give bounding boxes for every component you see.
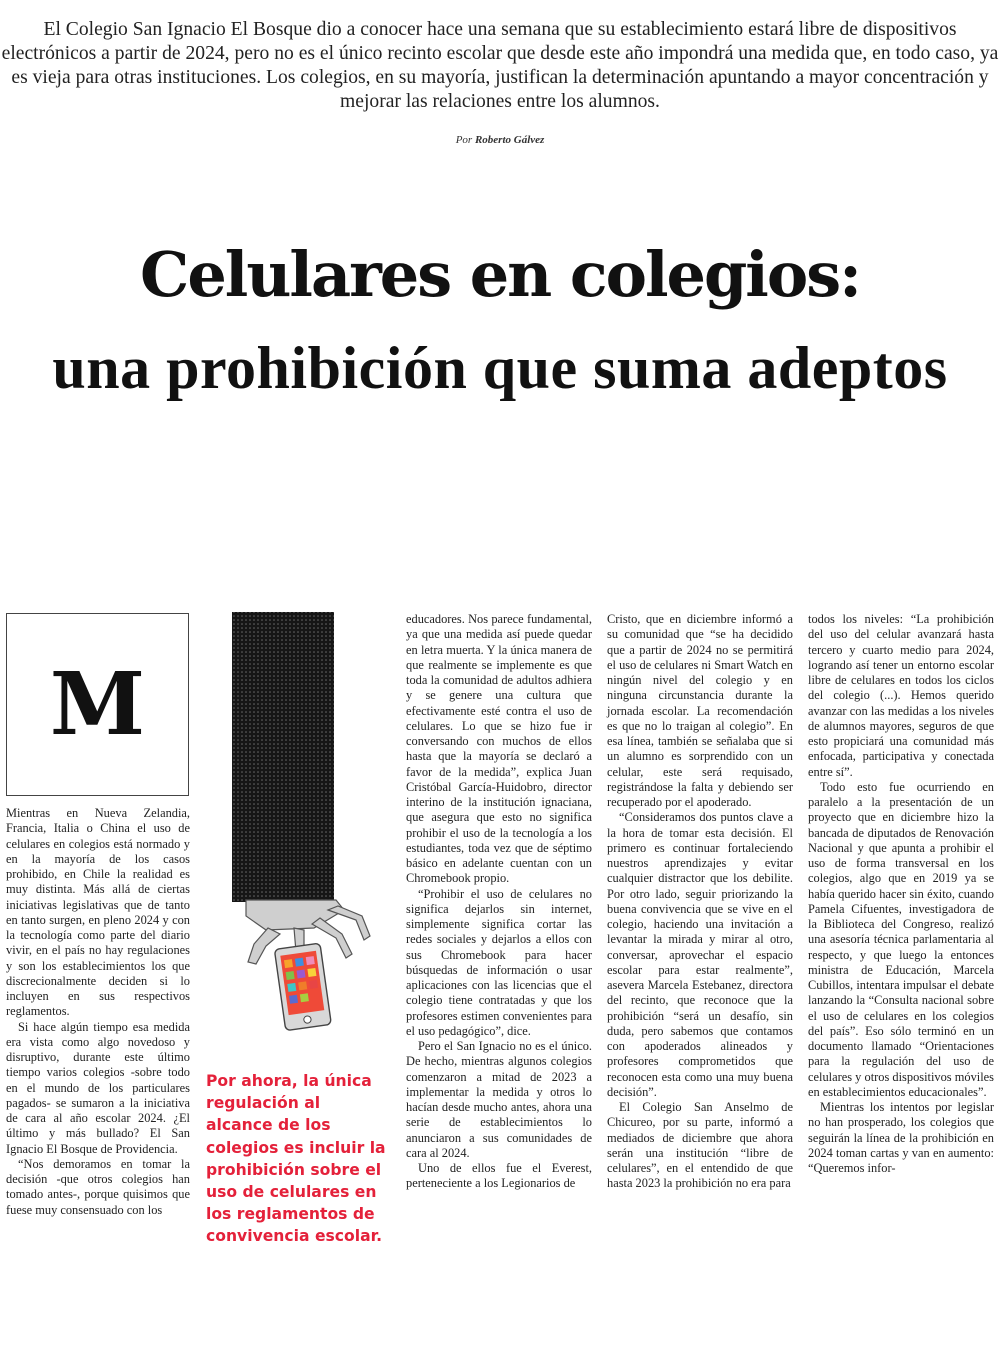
paragraph: “Consideramos dos puntos clave a la hora de tomar esta decisión. El primero es continuar fortaleciendo nuestros aprendizajes y evitar cualquier distractor que los debilite. Por otro lado, seguir priorizando la buena convivencia que se vive en el colegio, haciendo una invitación a levantar la mirada y mirar al otro, conversar, aprovechar el espacio escolar para estar realmente”, asevera Marcela Estebanez, directora del recinto, que reconoce que la prohibición “será un desafío, sin duda, pero sabemos que contamos con apoderados alineados y profesores comprometidos que reconocen esta como una muy buena decisión”. bbox=[607, 810, 793, 1099]
dropcap-letter: M bbox=[49, 654, 146, 755]
sleeve-shape bbox=[232, 612, 334, 902]
article-lead: El Colegio San Ignacio El Bosque dio a conocer hace una semana que su establecimiento estará libre de dispositivos electrónicos a partir de 2024, pero no es el único recinto escolar que desde este año impondrá una medida que, en todo caso, ya es vieja para otras instituciones. Los colegios, en su mayoría, justifican la determinación apuntando a mayor concentración y mejorar las relaciones entre los alumnos. bbox=[1, 19, 999, 112]
byline-author: Roberto Gálvez bbox=[474, 134, 545, 146]
paragraph: Uno de ellos fue el Everest, perteneciente a los Legionarios de bbox=[406, 1161, 592, 1191]
article-column-1 bbox=[6, 806, 190, 1246]
dropcap-box bbox=[6, 613, 189, 796]
phone-shape bbox=[274, 943, 331, 1031]
headline-title: Celulares en colegios: bbox=[139, 238, 860, 311]
paragraph: Cristo, que en diciembre informó a su comunidad que “se ha decidido que a partir de 2024 no se permitirá el uso de celulares ni Smart Watch en ningún nivel del colegio y en ninguna circunstancia durante la jornada escolar. La recomendación es que no lo traigan al colegio”. En esa línea, también se señalaba que si un alumno es sorprendido con un celular, este será requisado, registrándose la falta y debiendo ser recuperado por el apoderado. bbox=[607, 612, 793, 809]
paragraph: Todo esto fue ocurriendo en paralelo a la presentación de un proyecto que en diciembre hizo la bancada de diputados de Renovación Nacional y que apunta a prohibir el uso de forma transversal en los colegios, algo que en 2019 ya se había querido hacer sin éxito, cuando Pamela Cifuentes, investigadora de la Biblioteca del Congreso, realizó una asesoría técnica parlamentaria al respecto, y que luego la entonces ministra de Educación, Marcela Cubillos, intentara impulsar el debate lanzando la “Consulta nacional sobre el uso de celulares en los colegios del país”. Eso sólo terminó en un documento llamado “Orientaciones para la regulación del uso de celulares y otros dispositivos móviles en establecimientos educacionales”. bbox=[808, 779, 994, 1099]
headline-subtitle: una prohibición que suma adeptos bbox=[52, 335, 948, 401]
paragraph: Mientras los intentos por legislar no han prosperado, los colegios que seguirán la línea de la prohibición en 2024 toman cartas y van en aumento: “Queremos infor- bbox=[808, 1100, 994, 1175]
paragraph: El Colegio San Anselmo de Chicureo, por su parte, informó a mediados de diciembre que ahora serán una institución “libre de celulares”, en el entendido de que hasta 2023 la prohibición no era para bbox=[607, 1100, 793, 1191]
byline-prefix: Por bbox=[455, 134, 473, 146]
paragraph: educadores. Nos parece fundamental, ya que una medida así puede quedar en letra muerta. Y la única manera de que realmente se implemente es que toda la comunidad de adultos adhiera y se genere una cultura que efectivamente esté contra el uso de celulares. Lo que se hizo fue ir conversando con muchos de ellos hasta que la mayoría se declaró a favor de la medida”, explica Juan Cristóbal García-Huidobro, director interino de la institución ignaciana, que asegura que esto no significa prohibir el uso de la tecnología a los estudiantes, toda vez que de séptimo básico en adelante cuentan con un Chromebook propio. bbox=[406, 612, 592, 886]
paragraph: Mientras en Nueva Zelandia, Francia, Italia o China el uso de celulares en colegios está normado y en la mayoría de los casos prohibido, en Chile la realidad es muy distinta. Más allá de ciertas iniciativas legislativas que de tanto en tanto surgen, en pleno 2024 y con la tecnología como parte del diario vivir, en el país no hay regulaciones y son los establecimientos los que discrecionalmente deciden si lo incluyen en sus respectivos reglamentos. bbox=[6, 806, 190, 1019]
article-column-3 bbox=[607, 612, 793, 1252]
paragraph: Pero el San Ignacio no es el único. De hecho, mientras algunos colegios comenzaron a mitad de 2023 a implementar la medida y otros lo hacían desde mucho antes, ahora una serie de establecimientos lo anunciaron a sus comunidades de cara al 2024. bbox=[406, 1039, 592, 1160]
paragraph: todos los niveles: “La prohibición del uso del celular avanzará hasta tercero y cuarto medio para 2024, logrando así tener un entorno escolar libre de celulares en todos los ciclos del colegio (...). Hemos querido avanzar con las medidas a los niveles de alumnos mayores, seguros de que esto propiciará una comunidad más enfocada, participativa y conectada entre sí”. bbox=[808, 612, 994, 779]
article-column-4 bbox=[808, 612, 994, 1252]
byline bbox=[0, 134, 1000, 146]
article-column-2 bbox=[406, 612, 592, 1252]
paragraph: “Prohibir el uso de celulares no significa dejarlos sin internet, simplemente significa cortar las redes sociales y dejarlos a ellos con sus Chromebook para hacer búsquedas de información o usar aplicaciones con las licencias que el colegio tiene contratadas y que los profesores estimen convenientes para el uso pedagógico”, dice. bbox=[406, 886, 592, 1038]
pull-quote: Por ahora, la única regulación al alcance de los colegios es incluir la prohibición sobre el uso de celulares en los reglamentos de convivencia escolar. bbox=[206, 1072, 386, 1246]
arm-dropping-phone-illustration bbox=[196, 610, 396, 1050]
paragraph: Si hace algún tiempo esa medida era vista como algo novedoso y disruptivo, durante este último tiempo varios colegios -sobre todo en el mundo de los particulares pagados- se sumaron a la iniciativa de cara al año escolar 2024. ¿El último y más bullado? El San Ignacio El Bosque de Providencia. bbox=[6, 1019, 190, 1156]
paragraph: “Nos demoramos en tomar la decisión -que otros colegios han tomado antes-, porque quisimos que fuese muy consensuado con los bbox=[6, 1156, 190, 1217]
